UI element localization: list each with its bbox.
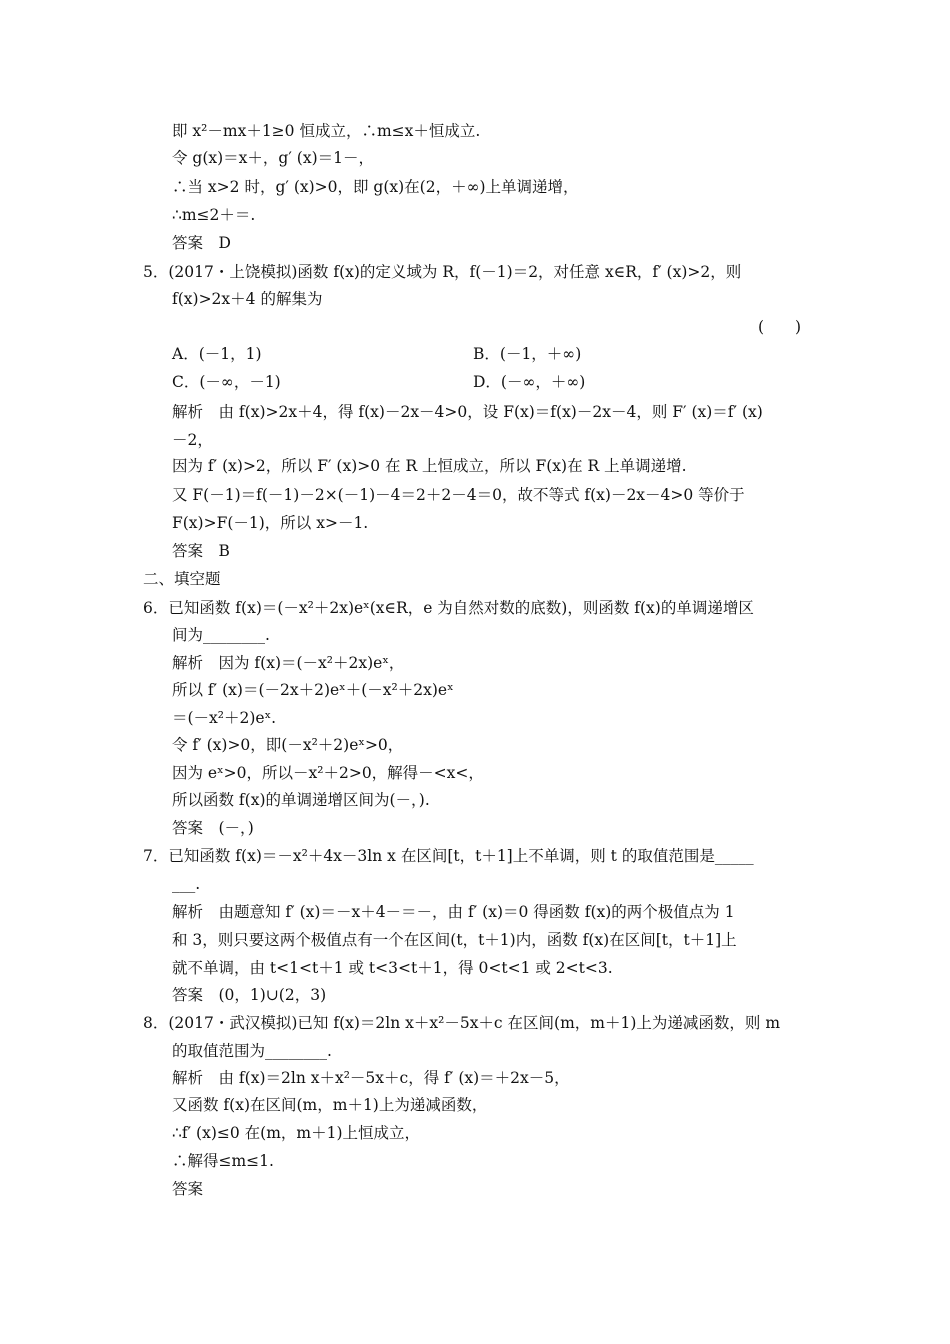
q5-option-b: B．(－1，＋∞)	[473, 345, 582, 363]
text-line: F(x)>F(－1)，所以 x>－1.	[172, 514, 369, 532]
text-line: 又 F(－1)＝f(－1)－2×(－1)－4＝2＋2－4＝0，故不等式 f(x)－2x－4>0 等价于	[172, 486, 745, 504]
text-line: 因为 f′ (x)>2，所以 F′ (x)>0 在 R 上恒成立，所以 F(x)在 R 上单调递增.	[172, 457, 687, 475]
q5-option-a: A．(－1，1)	[172, 345, 262, 363]
text-line: 答案 D	[172, 234, 231, 252]
text-line: 8．(2017・武汉模拟)已知 f(x)＝2ln x＋x²－5x＋c 在区间(m，m＋1)上为递减函数，则 m	[143, 1014, 781, 1032]
text-line: 5．(2017・上饶模拟)函数 f(x)的定义域为 R，f(－1)＝2，对任意 x∈R，f′ (x)>2，则	[143, 263, 742, 281]
text-line: 间为________.	[172, 626, 270, 644]
text-line: ∴当 x>2 时，g′ (x)>0，即 g(x)在(2，＋∞)上单调递增，	[172, 178, 579, 196]
text-line: 解析 因为 f(x)＝(－x²＋2x)eˣ，	[172, 654, 405, 672]
text-line: 答案 B	[172, 542, 230, 560]
text-line: ＝(－x²＋2)eˣ.	[172, 709, 277, 727]
text-line: 解析 由题意知 f′ (x)＝－x＋4－＝－，由 f′ (x)＝0 得函数 f(x)的两个极值点为 1	[172, 903, 735, 921]
text-line: 和 3，则只要这两个极值点有一个在区间(t，t＋1)内，函数 f(x)在区间[t，t＋1]上	[172, 931, 737, 949]
text-line: ∴解得≤m≤1.	[172, 1152, 274, 1170]
q5-option-d: D．(－∞，＋∞)	[473, 373, 586, 391]
text-line: 的取值范围为________.	[172, 1042, 332, 1060]
text-line: 答案 (0，1)∪(2，3)	[172, 986, 327, 1004]
text-line: 又函数 f(x)在区间(m，m＋1)上为递减函数，	[172, 1096, 488, 1114]
q5-answer-paren: ( )	[758, 318, 802, 336]
text-line: ∴m≤2＋＝.	[172, 206, 256, 224]
q5-option-c: C．(－∞，－1)	[172, 373, 281, 391]
text-line: 6．已知函数 f(x)＝(－x²＋2x)eˣ(x∈R，e 为自然对数的底数)，则函数 f(x)的单调递增区	[143, 599, 754, 617]
text-line: 令 f′ (x)>0，即(－x²＋2)eˣ>0，	[172, 736, 404, 754]
text-line: －2，	[172, 431, 213, 449]
text-line: 所以函数 f(x)的单调递增区间为(－，).	[172, 791, 430, 809]
text-line: 二、填空题	[143, 570, 221, 588]
text-line: 因为 eˣ>0，所以－x²＋2>0，解得－<x<，	[172, 764, 484, 782]
text-line: ___.	[172, 875, 201, 893]
text-line: 7．已知函数 f(x)＝－x²＋4x－3ln x 在区间[t，t＋1]上不单调，则 t 的取值范围是_____	[143, 847, 754, 865]
text-line: 解析 由 f(x)＝2ln x＋x²－5x＋c，得 f′ (x)＝＋2x－5，	[172, 1069, 570, 1087]
text-line: 令 g(x)＝x＋，g′ (x)＝1－，	[172, 149, 374, 167]
text-line: 答案 (－，)	[172, 819, 254, 837]
text-line: 答案	[172, 1180, 204, 1198]
text-line: 就不单调，由 t<1<t＋1 或 t<3<t＋1，得 0<t<1 或 2<t<3.	[172, 959, 613, 977]
text-line: ∴f′ (x)≤0 在(m，m＋1)上恒成立，	[172, 1124, 421, 1142]
text-line: 即 x²－mx＋1≥0 恒成立，∴m≤x＋恒成立.	[172, 122, 481, 140]
text-line: 所以 f′ (x)＝(－2x＋2)eˣ＋(－x²＋2x)eˣ	[172, 681, 454, 699]
text-line: f(x)>2x＋4 的解集为	[172, 290, 323, 308]
text-line: 解析 由 f(x)>2x＋4，得 f(x)－2x－4>0，设 F(x)＝f(x)－2x－4，则 F′ (x)＝f′ (x)	[172, 403, 763, 421]
